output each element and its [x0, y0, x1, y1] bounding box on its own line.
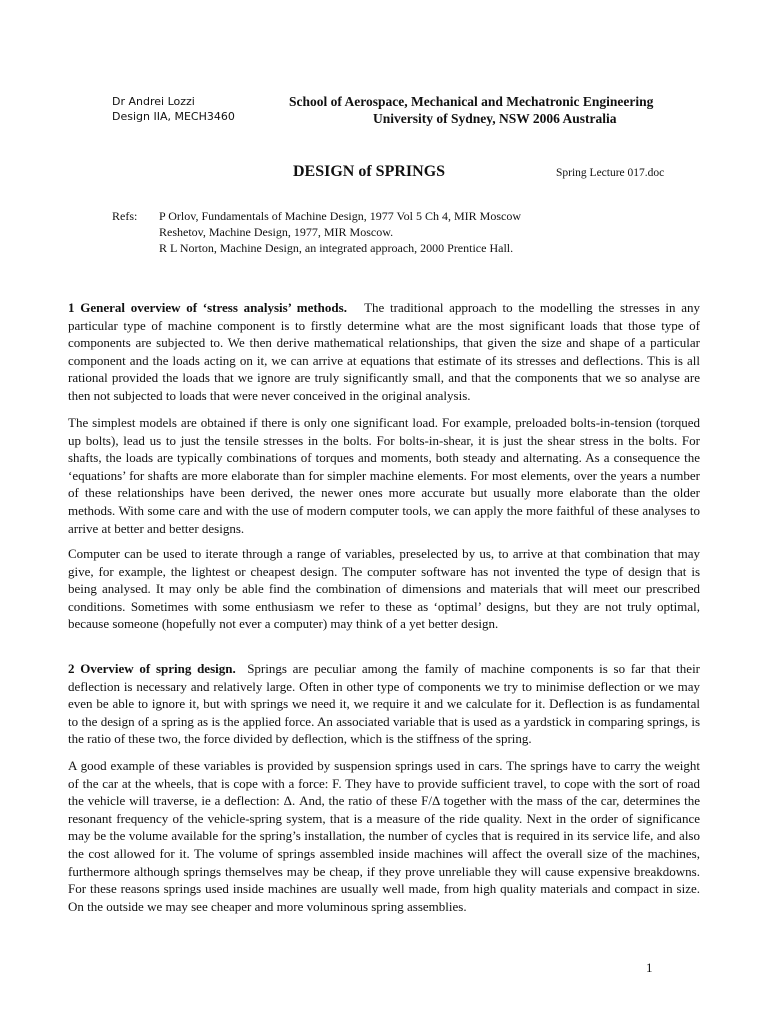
document-filename: Spring Lecture 017.doc [556, 167, 665, 179]
paragraph-text: Computer can be used to iterate through a range of variables, preselected by us, to arrive at that combination that may give, for example, the lightest or cheapest design. The computer software has not invented the type of design that is being analysed. It may only be able find the combination of dimensions and materials that will meet our prescribed conditions. Sometimes with some enthusiasm we refer to these as ‘optimal’ designs, but they are not truly optimal, because someone (hopefully not ever a computer) may think of a yet better design. [68, 546, 700, 632]
school-name: School of Aerospace, Mechanical and Mechatronic Engineering [289, 94, 654, 109]
reference-item: R L Norton, Machine Design, an integrated approach, 2000 Prentice Hall. [159, 241, 514, 255]
paragraph-car-example [68, 757, 700, 915]
paragraph-stress-overview [68, 299, 700, 405]
page-number: 1 [646, 960, 653, 975]
references-list [159, 208, 521, 256]
references-label: Refs: [112, 209, 138, 223]
reference-item: P Orlov, Fundamentals of Machine Design, 1977 Vol 5 Ch 4, MIR Moscow [159, 209, 521, 223]
school-block [289, 93, 653, 127]
reference-item: Reshetov, Machine Design, 1977, MIR Moscow. [159, 225, 394, 239]
paragraph-computer-iteration [68, 545, 700, 633]
section-heading: 1 General overview of ‘stress analysis’ methods. [68, 300, 347, 315]
paragraph-text: The simplest models are obtained if there is only one significant load. For example, preloaded bolts-in-tension (torqued up bolts), lead us to just the tensile stresses in the bolts. For bolts-in-shear, it is just the shear stress in the bolts. For shafts, the loads are typically combinations of torques and moments, both steady and alternating. As a consequence the ‘equations’ for shafts are more elaborate than for simpler machine elements. For most elements, over the years a number of these relationships have been derived, the newer ones more accurate but usually more elaborate than the older methods. With some care and with the use of modern computer tools, we can apply the more faithful of these analyses to arrive at better and better designs. [68, 415, 700, 536]
university-name: University of Sydney, NSW 2006 Australia [373, 111, 617, 126]
paragraph-simplest-models [68, 414, 700, 537]
author-name: Dr Andrei Lozzi [112, 95, 195, 108]
paragraph-text: A good example of these variables is provided by suspension springs used in cars. The springs have to carry the weight of the car at the wheels, that is cope with a force: F. They have to provide sufficient travel, to cope with the sort of road the vehicle will traverse, ie a deflection: Δ. And, the ratio of these F/Δ together with the mass of the car, determines the resonant frequency of the vehicle-spring system, that is a measure of the ride quality. Next in the order of significance may be the volume available for the spring’s installation, the number of cycles that is required in its service life, and also the cost allowed for it. The volume of springs assembled inside machines will affect the overall size of the machines, furthermore although springs themselves may be cheap, if they prove unreliable they will cause expensive breakdowns. For these reasons springs used inside machines are usually well made, from high quality materials and compact in size. On the outside we may see cheaper and more voluminous spring assemblies. [68, 758, 700, 914]
paragraph-spring-overview [68, 660, 700, 748]
author-block [112, 94, 235, 124]
page-title: DESIGN of SPRINGS [293, 163, 446, 180]
section-heading: 2 Overview of spring design. [68, 661, 236, 676]
paragraph-text: The traditional approach to the modelling the stresses in any particular type of machine component is to firstly determine what are the most significant loads that those type of components are subjected to. We then derive mathematical relationships, that given the size and shape of a particular component and the loads acting on it, we can arrive at equations that estimate of its stresses and deflections. This is all rational provided the loads that we ignore are truly significantly small, and that the components that we so analyse are then not subjected to loads that were never conceived in the original analysis. [68, 300, 700, 403]
course-code: Design IIA, MECH3460 [112, 110, 235, 123]
paragraph-text: Springs are peculiar among the family of machine components is so far that their deflection is necessary and relatively large. Often in other type of components we try to minimise deflection or we may even be able to ignore it, but with springs we need it, we require it and we calculate for it. Deflection is as fundamental to the design of a spring as is the applied force. An associated variable that is used as a yardstick in comparing springs, is the ratio of these two, the force divided by deflection, which is the stiffness of the spring. [68, 661, 701, 747]
